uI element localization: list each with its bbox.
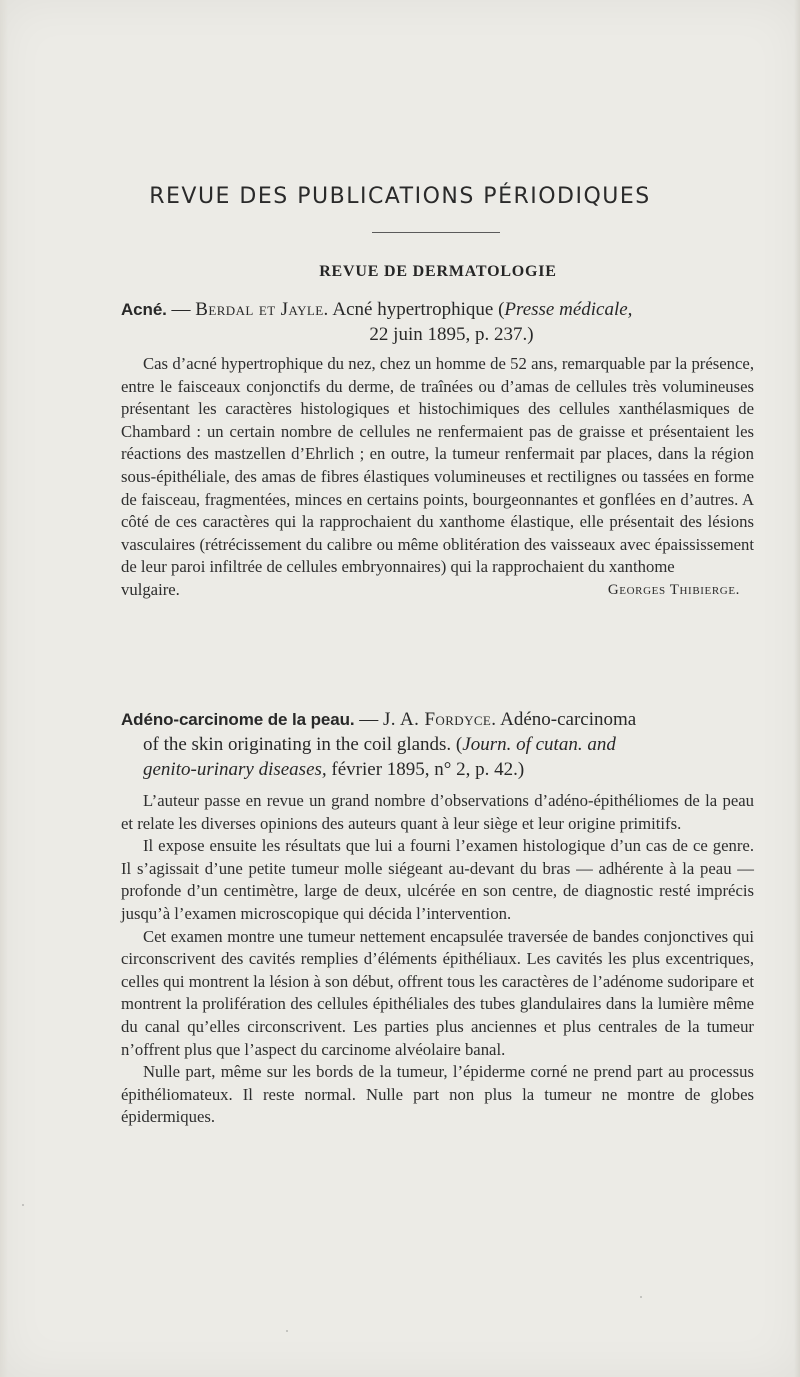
article-adeno-body — [121, 790, 754, 1129]
article-adeno-title-start: Adéno-carcinoma — [500, 709, 637, 730]
paper-speck — [640, 1296, 642, 1298]
article-acne-paragraph: Cas d’acné hypertrophique du nez, chez un homme de 52 ans, remarquable par la présence, entre le faisceaux conjonctifs du derme, de traînées ou d’amas de cellules très volumineuses présentant les caractères histologiques et histochimiques des cellules xanthélasmiques de Chambard : un certain nombre de cellules ne renfermaient pas de graisse et présentaient les réactions des mastzellen d’Ehrlich ; en outre, la tumeur renfermait par places, dans la région sous-épithéliale, des amas de fibres élastiques volumineuses et rectilignes ou tassées en forme de faisceau, fragmentées, minces en certains points, bourgeonnantes et gonflées en d’autres. A côté de ces caractères qui la rapprochaient du xanthome élastique, elle présentait des lésions vasculaires (rétrécissement du calibre ou même oblitération des vaisseaux avec épaississement de leur paroi infiltrée de cellules embryonnaires) qui la rapprochaient du xanthome — [121, 354, 754, 577]
article-acne — [121, 297, 754, 601]
article-adeno-title-line3 — [121, 757, 754, 782]
article-adeno-authors: J. A. Fordyce. — [382, 709, 497, 730]
article-adeno-paragraph-2: Il expose ensuite les résultats que lui a fourni l’examen histologique d’un cas de ce genre. Il s’agissait d’une petite tumeur molle siégeant au-devant du bras — adhérente à la peau — profonde d’un centimètre, large de deux, ulcérée en son centre, de diagnostic resté imprécis jusqu’à l’examen microscopique qui décida l’intervention. — [121, 836, 754, 923]
article-acne-last-word: vulgaire. — [121, 579, 180, 599]
article-adeno-dash: — — [359, 709, 379, 730]
article-acne-signature-line — [121, 579, 754, 601]
article-acne-title: Acné hypertrophique ( — [332, 299, 505, 320]
paper-speck — [22, 1204, 24, 1206]
title-rule — [372, 232, 500, 233]
article-adeno-journal-part1: Journ. of cutan. and — [462, 734, 616, 755]
article-adeno-heading — [121, 707, 754, 782]
article-acne-date: 22 juin 1895, p. 237.) — [369, 324, 534, 345]
article-acne-journal: Presse médicale, — [504, 299, 633, 320]
article-adeno-title-cont: of the skin originating in the coil glands. ( — [143, 734, 463, 755]
article-adeno-paragraph-1: L’auteur passe en revue un grand nombre d’observations d’adéno-épithéliomes de la peau et relate les diverses opinions des auteurs quant à leur siège et leur origine primitifs. — [121, 791, 754, 833]
article-adeno-subject: Adéno-carcinome de la peau. — [121, 710, 355, 729]
article-adeno-carcinome — [121, 707, 754, 1129]
article-acne-body — [121, 353, 754, 601]
section-heading: REVUE DE DERMATOLOGIE — [319, 263, 557, 280]
article-adeno-journal-part2: genito-urinary diseases, — [143, 759, 327, 780]
article-adeno-paragraph-4: Nulle part, même sur les bords de la tumeur, l’épiderme corné ne prend part au processus épithéliomateux. Il reste normal. Nulle part non plus la tumeur ne montre de globes épidermiques. — [121, 1062, 754, 1127]
article-acne-dash: — — [171, 299, 191, 320]
article-adeno-paragraph-3: Cet examen montre une tumeur nettement encapsulée traversée de bandes conjonctives qui circonscrivent des cavités remplies d’éléments épithéliaux. Les cavités les plus excentriques, celles qui montrent la lésion à son début, offrent tous les caractères de l’adénome sudoripare et montrent la prolifération des cellules épithéliales des tubes glandulaires dans la lumière même du canal qu’elles circonscrivent. Les parties plus anciennes et plus centrales de la tumeur n’offrent plus que l’aspect du carcinome alvéolaire banal. — [121, 926, 754, 1059]
paper-speck — [286, 1330, 288, 1332]
article-adeno-title-line2 — [121, 732, 754, 757]
article-acne-heading — [121, 297, 754, 347]
article-acne-signature: Georges Thibierge. — [607, 581, 740, 598]
revue-title: REVUE DES PUBLICATIONS PÉRIODIQUES — [149, 184, 651, 209]
article-acne-subject: Acné. — [121, 300, 167, 319]
article-acne-authors: Berdal et Jayle. — [195, 299, 329, 320]
article-adeno-date: février 1895, n° 2, p. 42.) — [331, 759, 525, 780]
